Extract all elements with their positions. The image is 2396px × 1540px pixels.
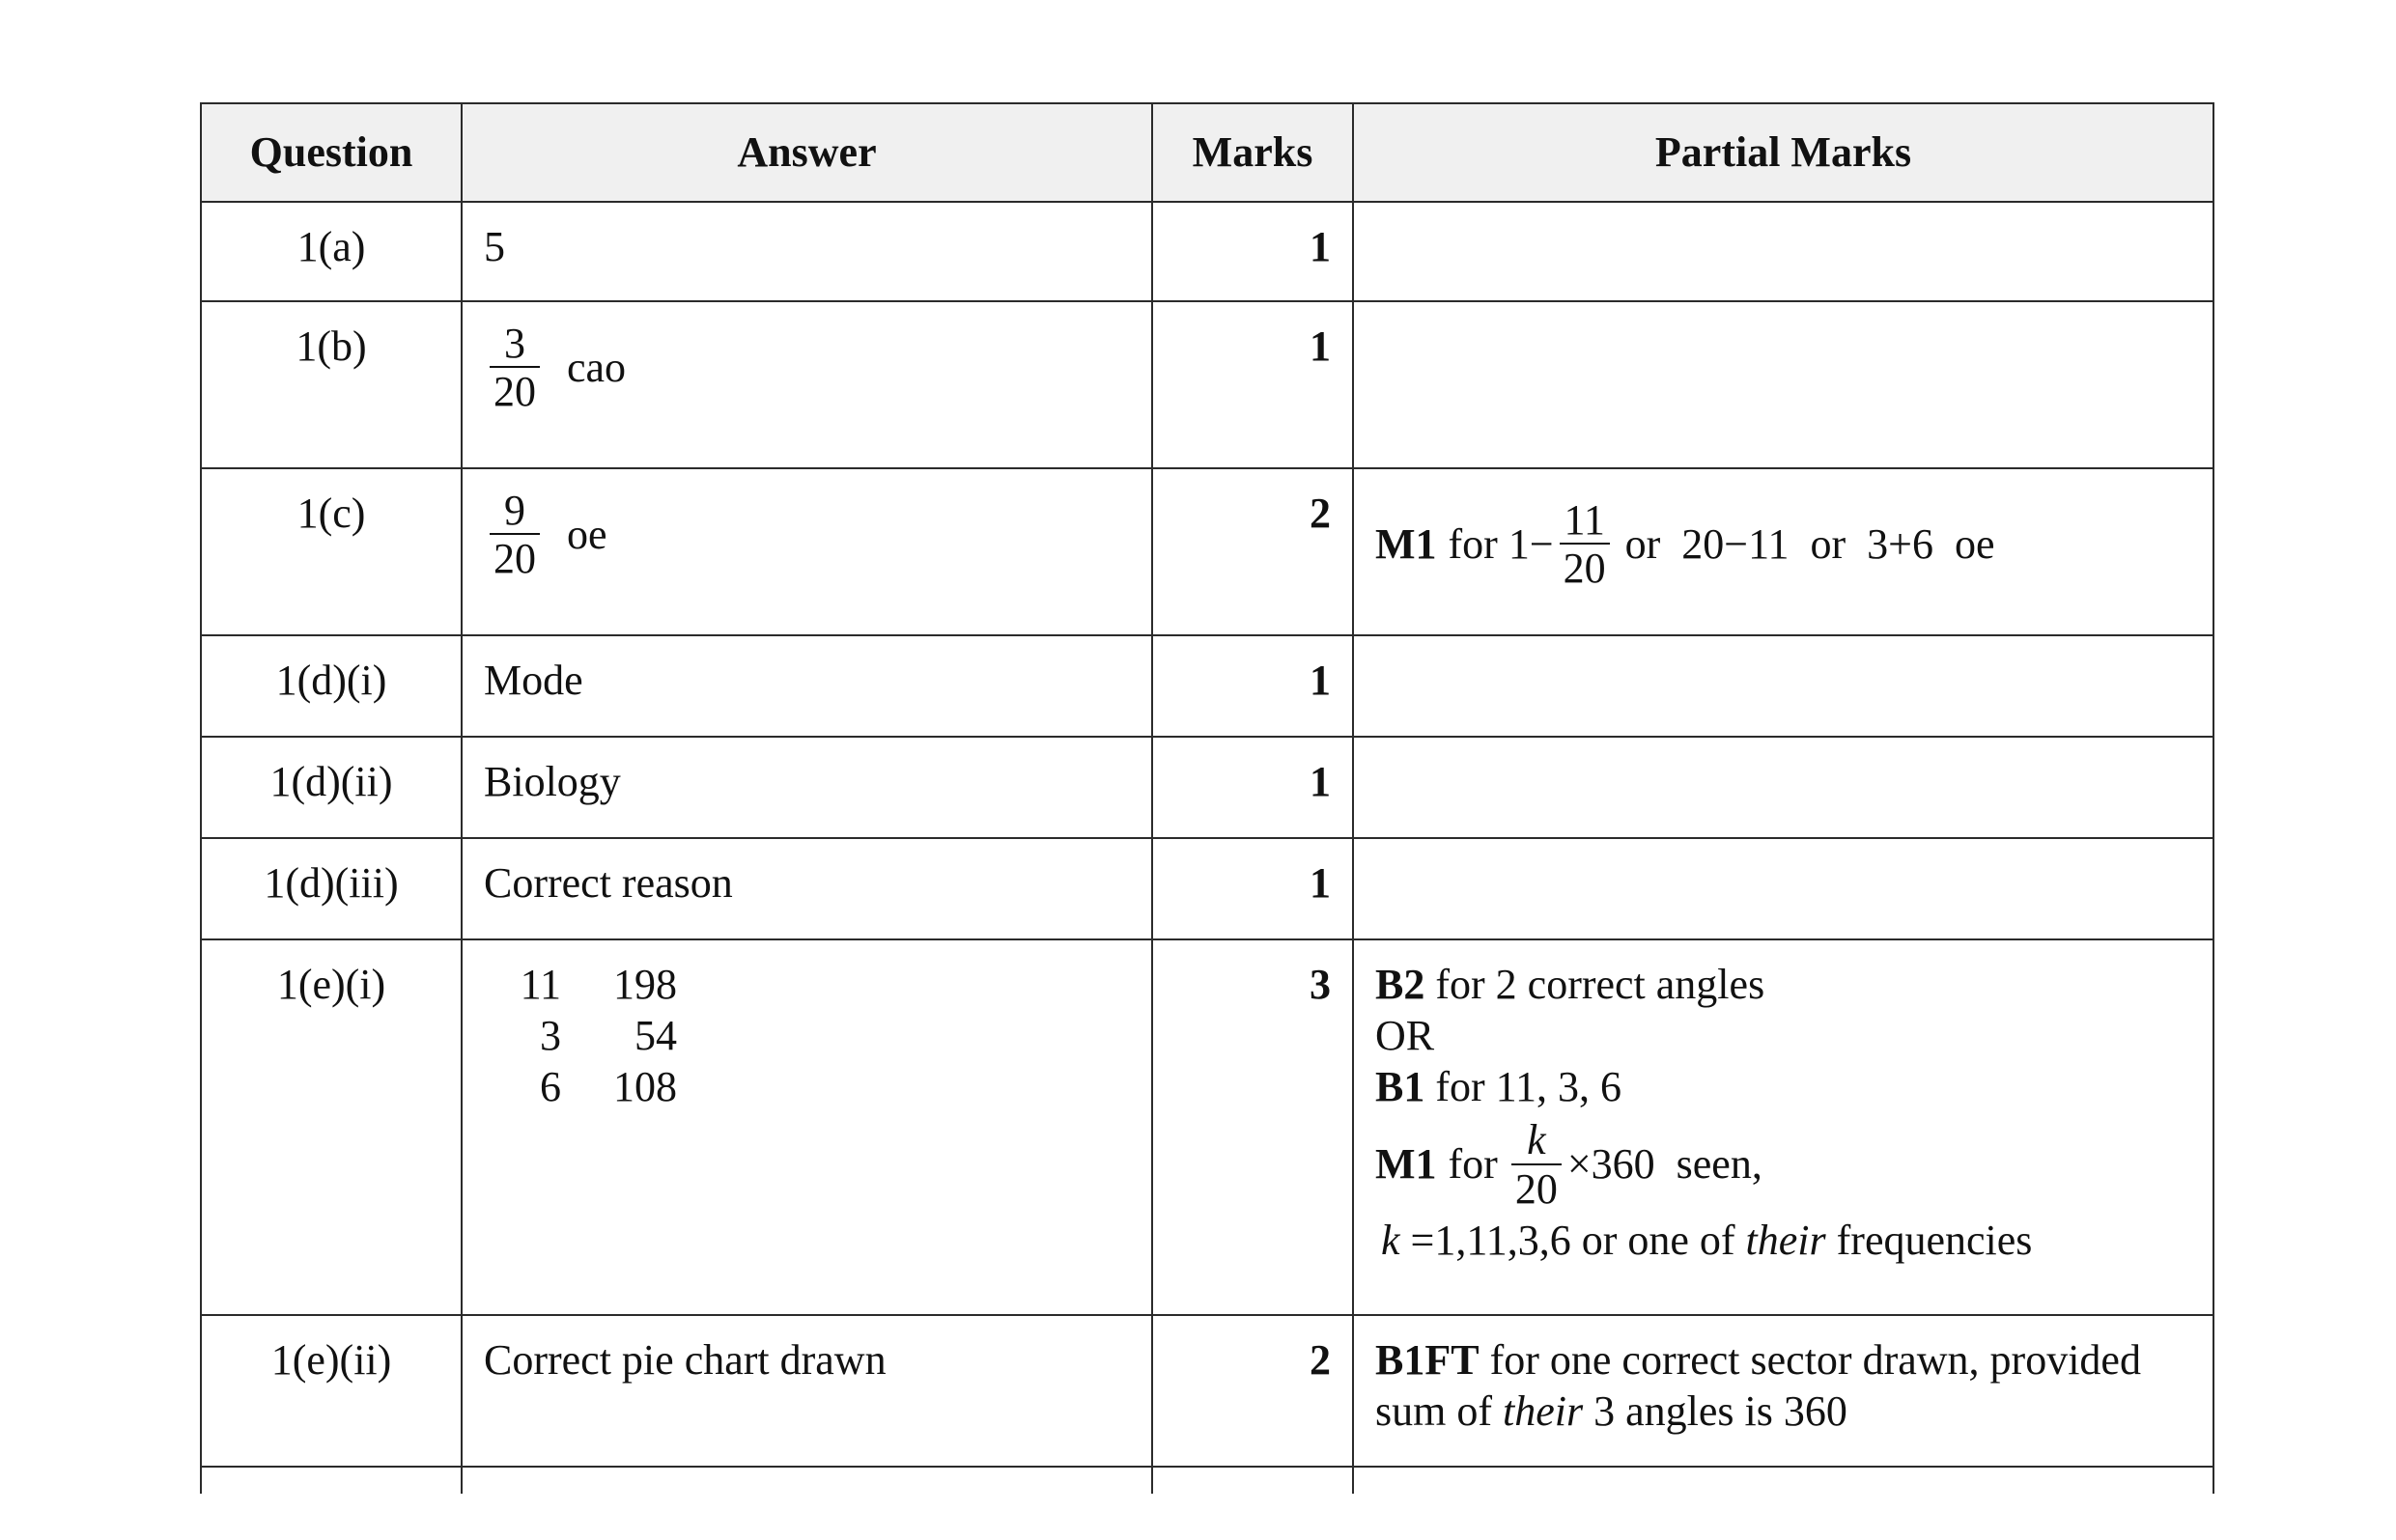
question-cell: 1(d)(iii): [201, 838, 462, 939]
fraction-denominator: 20: [490, 533, 540, 581]
partial-text: =1,11,3,6 or one of: [1399, 1216, 1746, 1264]
header-marks: Marks: [1152, 103, 1353, 202]
partial-marks-cell: [1353, 939, 2213, 1315]
answer-cell: 5: [462, 202, 1152, 301]
question-cell: 1(d)(i): [201, 635, 462, 737]
answer-cell: [462, 301, 1152, 468]
answer-fraction: [490, 322, 540, 414]
answer-cell: Correct pie chart drawn: [462, 1315, 1152, 1467]
answer-values: [499, 960, 1151, 1112]
question-cell: 1(e)(ii): [201, 1315, 462, 1467]
answer-cell: [462, 1467, 1152, 1494]
partial-text: for 2 correct angles: [1435, 961, 1765, 1008]
table-row: [201, 1315, 2213, 1467]
marks-cell: 1: [1152, 838, 1353, 939]
mark-scheme-table: [200, 102, 2214, 1494]
answer-cell: [462, 939, 1152, 1315]
partial-text: OR: [1375, 1011, 1435, 1059]
mark-code: M1: [1375, 1140, 1437, 1189]
marks-cell: 2: [1152, 468, 1353, 635]
partial-text: for: [1448, 1140, 1498, 1189]
header-answer: Answer: [462, 103, 1152, 202]
marks-cell: 1: [1152, 301, 1353, 468]
partial-text: 3 angles is 360: [1583, 1386, 1847, 1435]
partial-fraction: [1560, 498, 1610, 591]
answer-cell: Mode: [462, 635, 1152, 737]
mark-code: B1FT: [1375, 1336, 1480, 1384]
partial-text: for 11, 3, 6: [1435, 1062, 1622, 1110]
partial-text: for 1−: [1448, 519, 1554, 568]
angle-value: 108: [613, 1062, 677, 1110]
answer-pair: [499, 1011, 1151, 1062]
table-row: [201, 202, 2213, 301]
table-row: [201, 737, 2213, 838]
partial-text-italic: their: [1745, 1216, 1826, 1264]
answer-fraction: [490, 489, 540, 581]
partial-fraction: [1511, 1118, 1562, 1211]
question-cell: 1(d)(ii): [201, 737, 462, 838]
mark-code: M1: [1375, 519, 1437, 568]
partial-marks-cell: [1353, 838, 2213, 939]
table-row: [201, 838, 2213, 939]
partial-marks-cell: [1353, 301, 2213, 468]
question-cell: [201, 1467, 462, 1494]
fraction-denominator: 20: [1511, 1163, 1562, 1212]
partial-text: frequencies: [1825, 1216, 2033, 1264]
table-row: [201, 939, 2213, 1315]
question-cell: 1(c): [201, 468, 462, 635]
partial-marks-cell: [1353, 1467, 2213, 1494]
fraction-numerator: k: [1527, 1116, 1546, 1164]
mark-code: B2: [1375, 961, 1425, 1008]
answer-cell: Biology: [462, 737, 1152, 838]
answer-pair: [499, 960, 1151, 1011]
partial-marks-cell: [1353, 468, 2213, 635]
partial-text-italic: their: [1503, 1386, 1584, 1435]
partial-marks-cell: [1353, 737, 2213, 838]
marks-cell: 1: [1152, 202, 1353, 301]
partial-marks-cell: [1353, 635, 2213, 737]
fraction-denominator: 20: [490, 366, 540, 414]
mark-code: B1: [1375, 1062, 1425, 1110]
partial-text: for one correct sector drawn, provided: [1489, 1336, 2141, 1384]
mark-scheme-page: [200, 102, 2213, 1494]
table-row: [201, 468, 2213, 635]
table-row-continuation: [201, 1467, 2213, 1494]
question-cell: 1(b): [201, 301, 462, 468]
fraction-numerator: 3: [504, 320, 525, 367]
marks-cell: [1152, 1467, 1353, 1494]
fraction-numerator: 9: [504, 487, 525, 534]
partial-text: or 20−11 or 3+6 oe: [1624, 519, 1995, 568]
answer-qualifier: cao: [567, 343, 627, 391]
answer-pair: [499, 1062, 1151, 1113]
partial-marks-cell: [1353, 202, 2213, 301]
partial-marks-cell: [1353, 1315, 2213, 1467]
variable-k: k: [1381, 1216, 1400, 1264]
header-partial-marks: Partial Marks: [1353, 103, 2213, 202]
table-row: [201, 635, 2213, 737]
angle-value: 198: [613, 961, 677, 1008]
marks-cell: 2: [1152, 1315, 1353, 1467]
header-question: Question: [201, 103, 462, 202]
partial-text: sum of: [1375, 1386, 1503, 1435]
frequency-value: 11: [520, 961, 561, 1008]
frequency-value: 6: [540, 1062, 561, 1110]
fraction-numerator: 11: [1564, 496, 1605, 544]
frequency-value: 3: [540, 1011, 561, 1059]
table-row: [201, 301, 2213, 468]
marks-cell: 1: [1152, 737, 1353, 838]
partial-text: ×360 seen,: [1566, 1140, 1762, 1189]
question-cell: 1(e)(i): [201, 939, 462, 1315]
fraction-denominator: 20: [1560, 543, 1610, 591]
answer-cell: Correct reason: [462, 838, 1152, 939]
marks-cell: 3: [1152, 939, 1353, 1315]
marks-cell: 1: [1152, 635, 1353, 737]
header-row: [201, 103, 2213, 202]
answer-cell: [462, 468, 1152, 635]
angle-value: 54: [634, 1011, 677, 1059]
question-cell: 1(a): [201, 202, 462, 301]
answer-qualifier: oe: [567, 510, 607, 558]
